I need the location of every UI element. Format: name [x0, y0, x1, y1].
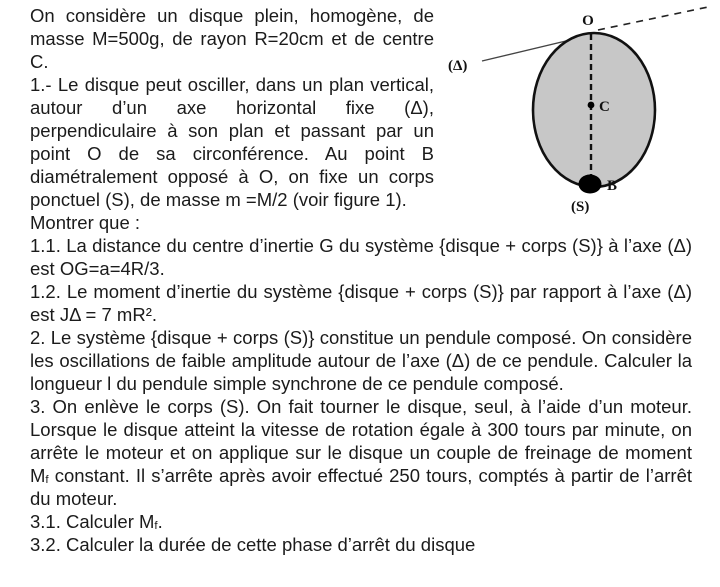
q31-text-1: 3.1. Calculer M: [30, 511, 155, 532]
label-c: C: [599, 99, 610, 115]
q3-subscript-f: f: [45, 474, 49, 486]
paragraph-q1: 1.- Le disque peut osciller, dans un plan vertical, autour d’un axe horizontal fixe (Δ), perpendiculaire à son plan et passant par un point O de sa circonférence. Au point B diamétralement opposé à O, on fixe un corps ponctuel (S), de masse m =M/2 (voir figure 1).: [30, 74, 434, 210]
q3-text-1: 3. On enlève le corps (S). On fait tourner le disque, seul, à l’aide d’un moteur. Lorsque le disque atteint la vitesse de rotation égale à 300 tours par minute, on arrête le moteur et on applique sur le disque un couple de freinage de moment M: [30, 396, 692, 486]
paragraph-q12: 1.2. Le moment d’inertie du système {disque + corps (S)} par rapport à l’axe (Δ) est JΔ = 7 mR².: [30, 281, 692, 325]
axis-dashed-extension: [598, 7, 708, 30]
paragraph-q32: 3.2. Calculer la durée de cette phase d’arrêt du disque: [30, 534, 476, 555]
paragraph-q2: 2. Le système {disque + corps (S)} constitue un pendule composé. On considère les oscillations de faible amplitude autour de l’axe (Δ) de ce pendule. Calculer la longueur l du pendule simple synchrone de ce pendule composé.: [30, 327, 692, 394]
label-o: O: [582, 13, 594, 29]
paragraph-q3: [30, 395, 692, 510]
q31-text-2: .: [157, 511, 163, 532]
label-axis-delta: (Δ): [448, 58, 468, 74]
paragraph-intro: On considère un disque plein, homogène, de masse M=500g, de rayon R=20cm et de centre C.: [30, 5, 434, 72]
corps-s-marker: [579, 175, 602, 194]
label-s: (S): [571, 199, 590, 215]
paragraph-q11: 1.1. La distance du centre d’inertie G du système {disque + corps (S)} à l’axe (Δ) est OG=a=4R/3.: [30, 235, 692, 279]
q3-text-2: constant. Il s’arrête après avoir effectué 250 tours, comptés à partir de l’arrêt du moteur.: [30, 465, 692, 509]
q31-subscript-f: f: [154, 520, 158, 532]
paragraph-show-that: Montrer que :: [30, 212, 141, 233]
disk-shape: [533, 33, 655, 187]
center-point-marker: [588, 102, 595, 109]
figure-1-disk-diagram: [440, 4, 712, 216]
paragraph-q31: [30, 510, 692, 533]
label-b: B: [607, 178, 618, 194]
